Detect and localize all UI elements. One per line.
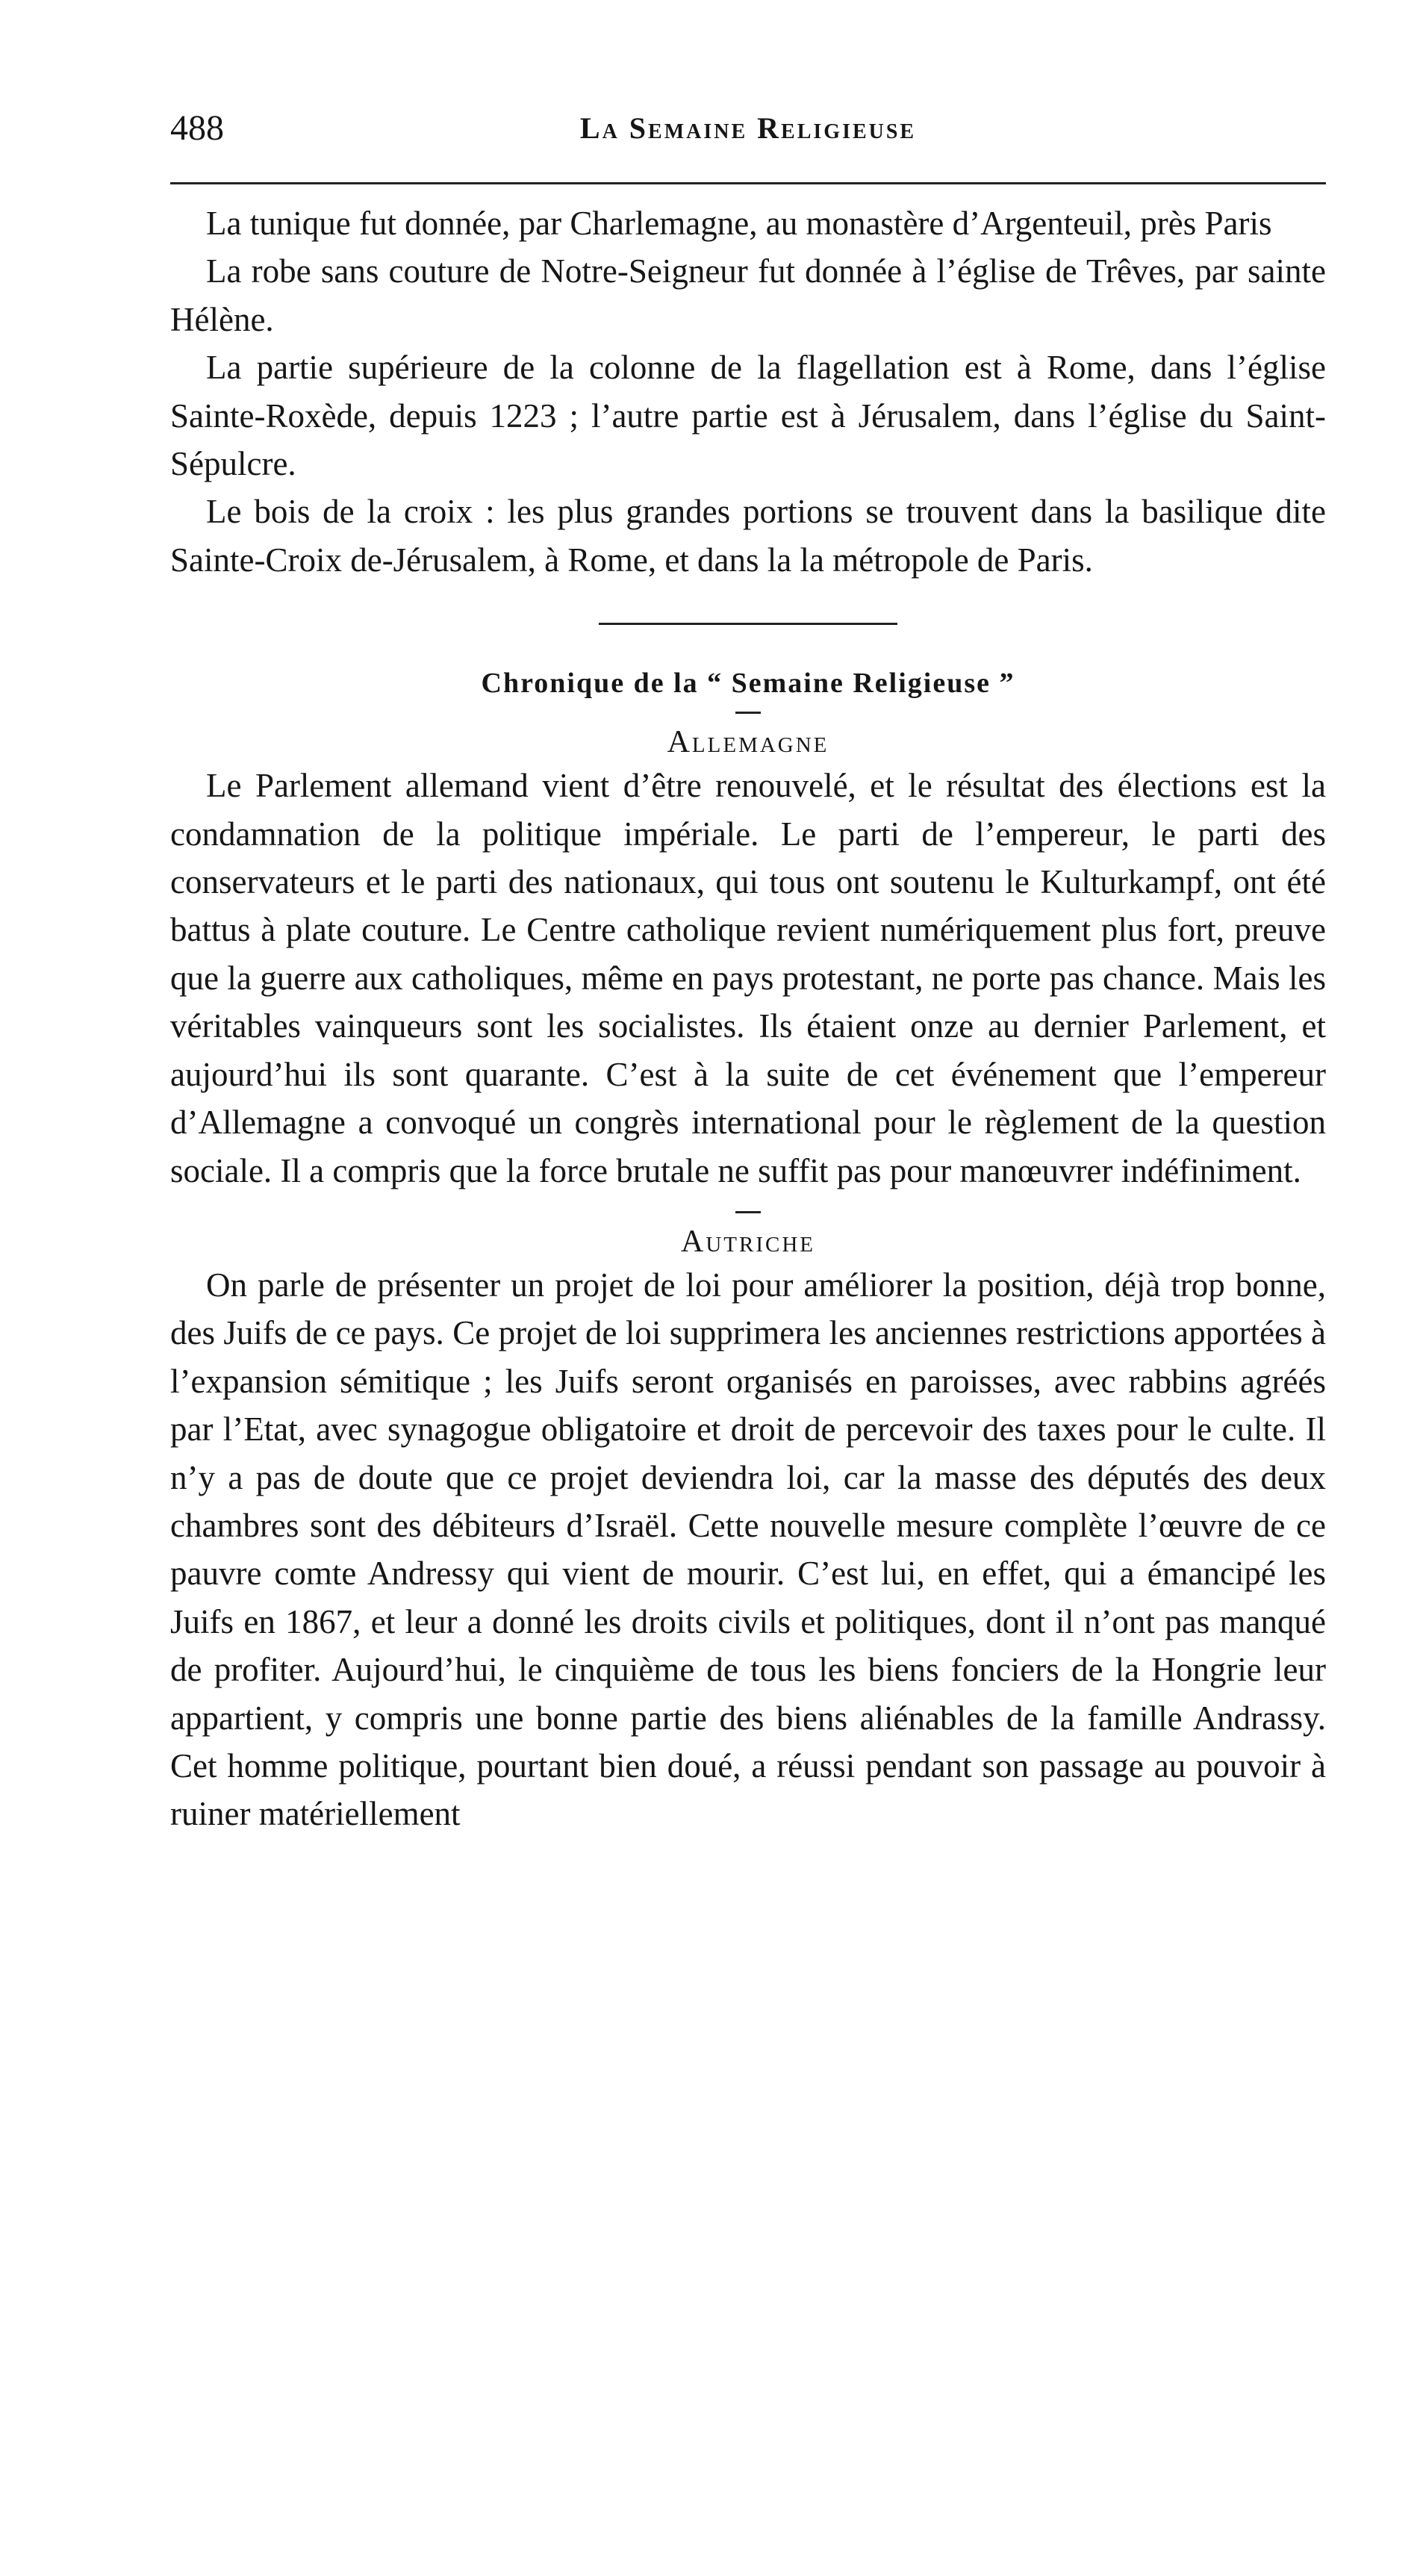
paragraph: On parle de présenter un projet de loi pour améliorer la position, déjà trop bonne, des Juifs de ce pays. Ce projet de loi supprimera les anciennes restrictions apportées à l’expansion sémitique ; les Juifs seront organisés en paroisses, avec rabbins agréés par l’Etat, avec synagogue obligatoire et droit de percevoir des taxes pour le culte. Il n’y a pas de doute que ce projet deviendra loi, car la masse des députés des deux chambres sont des débiteurs d’Israël. Cette nouvelle mesure complète l’œuvre de ce pauvre comte Andressy qui vient de mourir. C’est lui, en effet, qui a émancipé les Juifs en 1867, et leur a donné les droits civils et politiques, dont il n’ont pas manqué de profiter. Aujourd’hui, le cinquième de tous les biens fonciers de la Hongrie leur appartient, y compris une bonne partie des biens aliénables de la famille Andrassy. Cet homme politique, pourtant bien doué, a réussi pendant son passage au pouvoir à ruiner matériellement <box>170 1266 1326 1833</box>
paragraph: Le bois de la croix : les plus grandes portions se trouvent dans la basilique dite Sainte-Croix de-Jérusalem, à Rome, et dans la la métropole de Paris. <box>170 493 1326 579</box>
section-heading: Autriche <box>681 1224 815 1259</box>
header-rule <box>170 182 1326 184</box>
page-number: 488 <box>170 108 224 148</box>
page <box>170 105 1326 1838</box>
relics-section <box>170 199 1326 584</box>
section-dash <box>735 1211 761 1213</box>
title-dash <box>735 712 761 714</box>
section-heading: Allemagne <box>667 725 829 760</box>
section-allemagne <box>170 723 1326 1195</box>
running-head <box>170 105 1326 160</box>
section-divider <box>599 623 897 625</box>
running-title: La Semaine Religieuse <box>579 111 917 145</box>
paragraph: La tunique fut donnée, par Charlemagne, au monastère d’Argenteuil, près Paris <box>206 205 1272 242</box>
paragraph: La robe sans couture de Notre-Seigneur fut donnée à l’église de Trêves, par sainte Hélène. <box>170 252 1326 338</box>
paragraph: Le Parlement allemand vient d’être renouvelé, et le résultat des élections est la condamnation de la politique impériale. Le parti de l’empereur, le parti des conservateurs et le parti des nationaux, qui tous ont soutenu le Kulturkampf, ont été battus à plate couture. Le Centre catholique revient numériquement plus fort, preuve que la guerre aux catholiques, même en pays protestant, ne porte pas chance. Mais les véritables vainqueurs sont les socialistes. Ils étaient onze au dernier Parlement, et aujourd’hui ils sont quarante. C’est à la suite de cet événement que l’empereur d’Allemagne a convoqué un congrès international pour le règlement de la question sociale. Il a compris que la force brutale ne suffit pas pour manœuvrer indéfiniment. <box>170 767 1326 1189</box>
paragraph: La partie supérieure de la colonne de la flagellation est à Rome, dans l’église Sainte-Roxède, depuis 1223 ; l’autre partie est à Jérusalem, dans l’église du Saint-Sépulcre. <box>170 349 1326 483</box>
chronicle-title: Chronique de la “ Semaine Religieuse ” <box>481 668 1015 700</box>
section-autriche <box>170 1222 1326 1838</box>
